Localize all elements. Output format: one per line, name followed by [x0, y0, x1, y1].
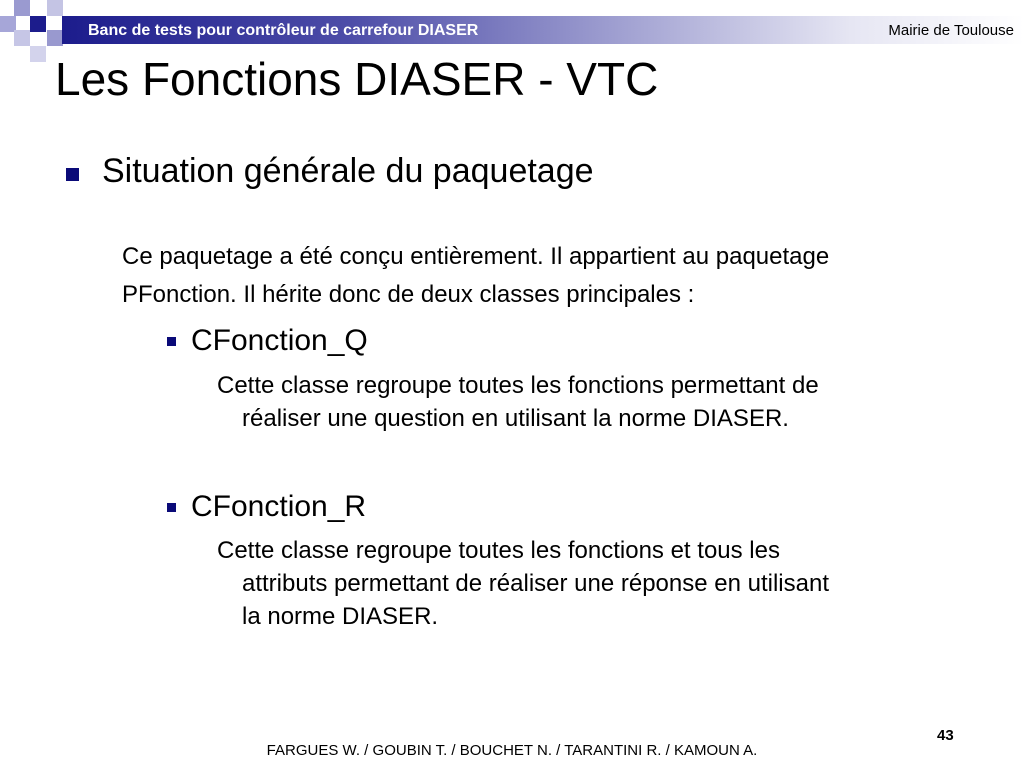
- bullet-square-icon: [66, 168, 79, 181]
- bullet-square-icon: [167, 503, 176, 512]
- footer-authors: FARGUES W. / GOUBIN T. / BOUCHET N. / TARANTINI R. / KAMOUN A.: [266, 742, 758, 759]
- description-line: Cette classe regroupe toutes les fonctions et tous les: [217, 537, 780, 564]
- intro-line: PFonction. Il hérite donc de deux classes principales :: [122, 281, 695, 308]
- class-name-r: CFonction_R: [191, 490, 367, 523]
- intro-paragraph: [102, 238, 982, 314]
- slide-title: Les Fonctions DIASER - VTC: [55, 53, 659, 105]
- intro-line: Ce paquetage a été conçu entièrement. Il appartient au paquetage: [122, 243, 830, 270]
- class-description-r: [217, 534, 957, 633]
- description-line: réaliser une question en utilisant la norme DIASER.: [242, 405, 789, 432]
- bullet-square-icon: [167, 337, 176, 346]
- description-line: la norme DIASER.: [242, 603, 439, 630]
- class-description-q: [217, 369, 957, 435]
- page-number: 43: [937, 727, 954, 744]
- header-title: Banc de tests pour contrôleur de carrefour DIASER: [88, 22, 479, 39]
- class-name-q: CFonction_Q: [191, 324, 368, 357]
- description-line: Cette classe regroupe toutes les fonctions permettant de: [217, 372, 819, 399]
- description-line: attributs permettant de réaliser une réponse en utilisant: [242, 570, 830, 597]
- header-organization: Mairie de Toulouse: [888, 22, 1014, 39]
- section-heading: Situation générale du paquetage: [102, 152, 594, 190]
